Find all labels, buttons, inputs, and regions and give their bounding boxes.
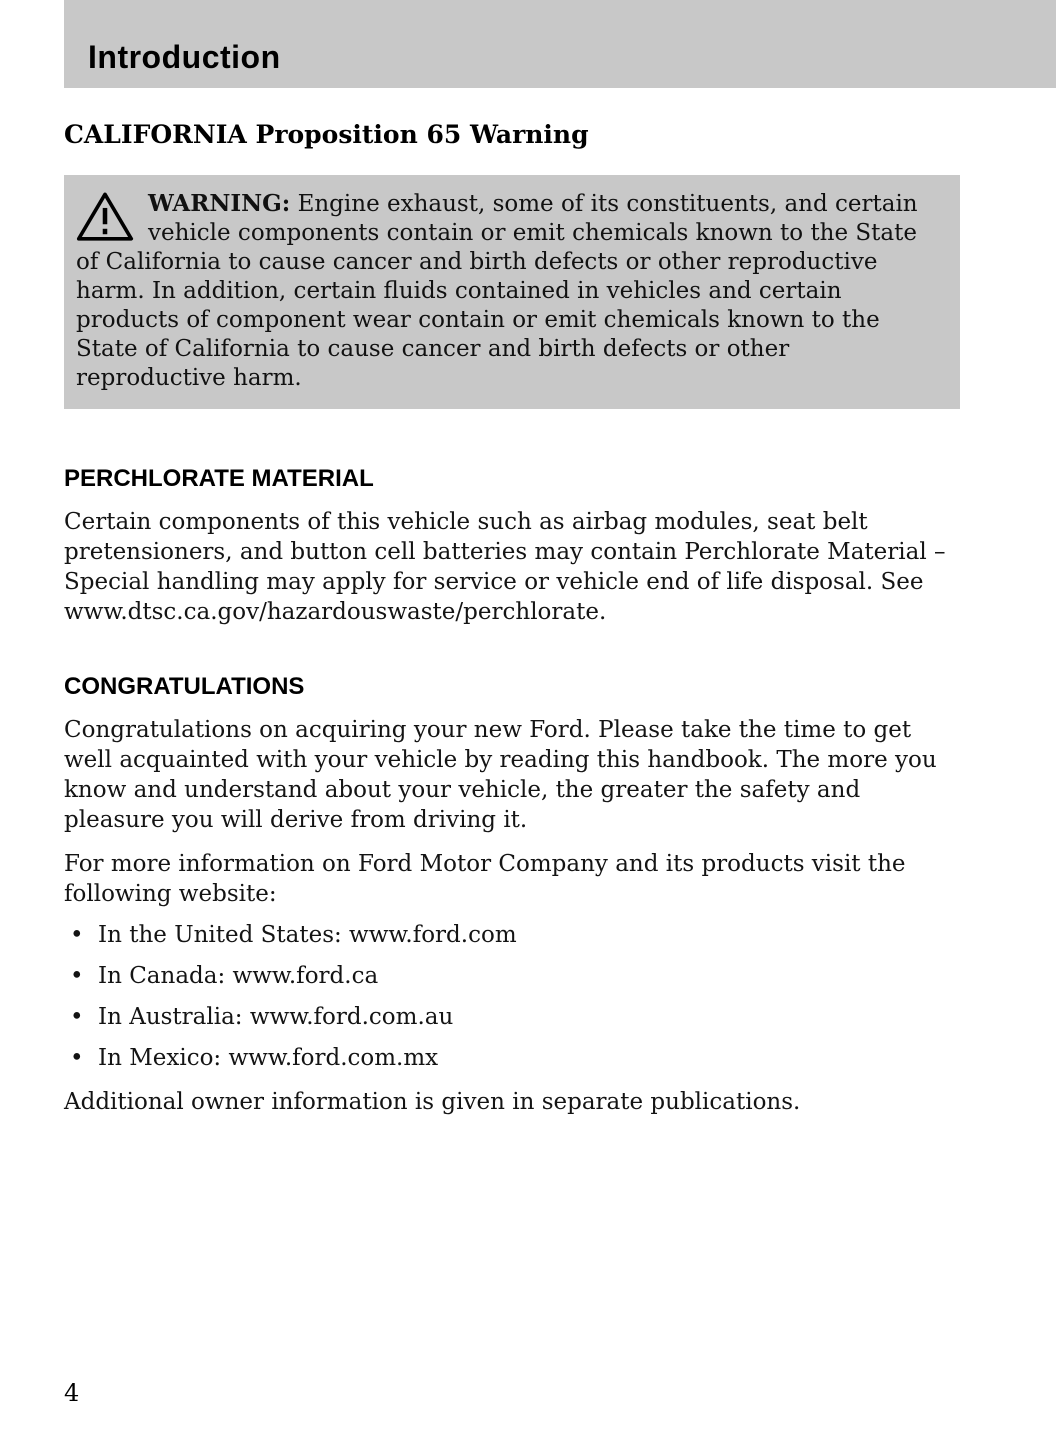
congratulations-para1: Congratulations on acquiring your new Ford. Please take the time to get well acquainted with your vehicle by reading this handbook. The more you know and understand about your vehicle, the greater the safety and pleasure you will derive from driving it. [64,717,937,833]
warning-text: Engine exhaust, some of its constituents, and certain vehicle components contain or emit chemicals known to the State of California to cause cancer and birth defects or other reproductive harm. In addition, certain fluids contained in vehicles and certain products of component wear contain or emit chemicals known to the State of California to cause cancer and birth defects or other reproductive harm. [76,191,918,391]
additional-info-text: Additional owner information is given in separate publications. [64,1089,801,1115]
chapter-title: Introduction [88,39,281,75]
list-item-australia: • In Australia: www.ford.com.au [64,1002,960,1032]
warning-triangle-icon [76,191,134,243]
list-item-canada: • In Canada: www.ford.ca [64,961,960,991]
website-list [64,920,960,1073]
page-number: 4 [64,1379,80,1407]
congratulations-para2: For more information on Ford Motor Company and its products visit the following website: [64,851,906,907]
prop65-heading: CALIFORNIA Proposition 65 Warning [64,120,589,149]
perchlorate-body: Certain components of this vehicle such as airbag modules, seat belt pretensioners, and button cell batteries may contain Perchlorate Material – Special handling may apply for service or vehicle end of life disposal. See www.dtsc.ca.gov/hazardouswaste/perchlorate. [64,509,946,625]
list-item-us: • In the United States: www.ford.com [64,920,960,950]
congratulations-heading: CONGRATULATIONS [64,673,305,700]
page-content [64,120,960,1117]
warning-box [64,175,960,409]
chapter-header-band [64,0,1056,88]
list-item-mexico: • In Mexico: www.ford.com.mx [64,1043,960,1073]
perchlorate-heading: PERCHLORATE MATERIAL [64,465,374,492]
warning-label: WARNING: [148,190,291,217]
